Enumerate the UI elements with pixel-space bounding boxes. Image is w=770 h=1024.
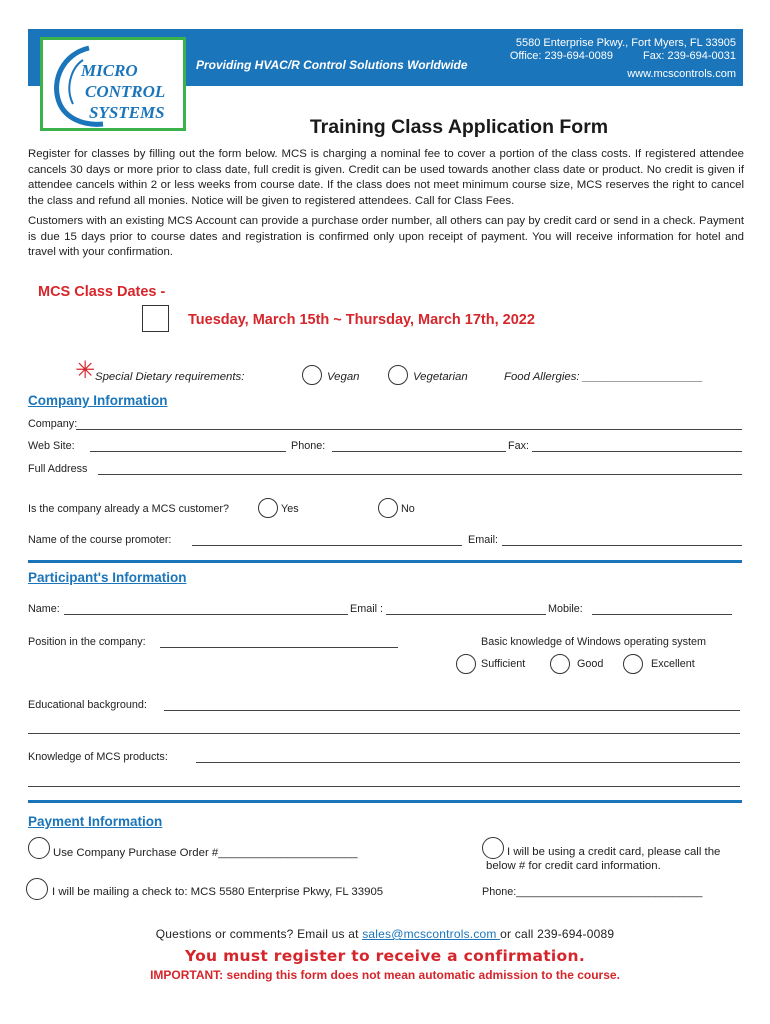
logo-line-2: CONTROL — [85, 82, 166, 101]
education-label: Educational background: — [28, 699, 147, 711]
address-field[interactable] — [98, 474, 742, 475]
credit-card-radio[interactable] — [482, 837, 504, 859]
customer-no-label: No — [401, 503, 415, 515]
participant-email-label: Email : — [350, 603, 383, 615]
payment-section-heading: Payment Information — [28, 814, 163, 829]
payment-phone-field[interactable]: Phone:_______________________________ — [482, 886, 703, 898]
knowledge-field[interactable] — [196, 762, 740, 763]
phone-field[interactable] — [332, 451, 506, 452]
name-field[interactable] — [64, 614, 348, 615]
windows-good-radio[interactable] — [550, 654, 570, 674]
customer-no-radio[interactable] — [378, 498, 398, 518]
po-option: Use Company Purchase Order #______________________ — [53, 847, 358, 859]
windows-sufficient-radio[interactable] — [456, 654, 476, 674]
po-radio[interactable] — [28, 837, 50, 859]
class-dates-heading: MCS Class Dates - — [38, 284, 166, 300]
fax-field[interactable] — [532, 451, 742, 452]
food-allergies-field[interactable]: Food Allergies: ___________________ — [504, 371, 704, 383]
company-field[interactable] — [76, 429, 742, 430]
intro-paragraph: Register for classes by filling out the form below. MCS is charging a nominal fee to cover a portion of the class costs. If registered attendee cancels 30 days or more prior to class date, full credit is given. Credit can be used towards another class date or product. No credit is given if attendee cancels within 2 or less weeks from course date. If the class does not meet minimum course size, MCS reserves the right to cancel the class and refund all monies. Notice will be given to registered attendees. Call for Class Fees. — [28, 148, 744, 207]
questions-suffix: or call 239-694-0089 — [500, 927, 615, 941]
section-divider-2 — [28, 800, 742, 803]
class-date-option: Tuesday, March 15th ~ Thursday, March 17th, 2022 — [188, 312, 535, 328]
address-label: Full Address — [28, 463, 88, 475]
company-section-heading: Company Information — [28, 393, 168, 408]
vegetarian-radio[interactable] — [388, 365, 408, 385]
customer-question: Is the company already a MCS customer? — [28, 503, 230, 515]
name-label: Name: — [28, 603, 60, 615]
windows-excellent-radio[interactable] — [623, 654, 643, 674]
mobile-field[interactable] — [592, 614, 732, 615]
page-title: Training Class Application Form — [309, 116, 609, 138]
customer-yes-label: Yes — [281, 503, 299, 515]
promoter-email-field[interactable] — [502, 545, 742, 546]
credit-card-option-line-1: I will be using a credit card, please call the — [507, 846, 721, 858]
website-link[interactable]: www.mcscontrols.com — [627, 68, 736, 80]
required-star-icon: ✳ — [75, 357, 96, 384]
check-option: I will be mailing a check to: MCS 5580 Enterprise Pkwy, FL 33905 — [52, 886, 384, 898]
vegan-radio[interactable] — [302, 365, 322, 385]
windows-sufficient-label: Sufficient — [481, 658, 526, 670]
fax-label: Fax: — [508, 440, 529, 452]
company-address: 5580 Enterprise Pkwy., Fort Myers, FL 33905 — [515, 37, 736, 49]
tagline: Providing HVAC/R Control Solutions Worldwide — [196, 58, 468, 72]
vegan-label: Vegan — [327, 371, 360, 383]
dietary-label: Special Dietary requirements: — [95, 371, 245, 383]
knowledge-field-line-2[interactable] — [28, 786, 740, 787]
position-field[interactable] — [160, 647, 398, 648]
phone-label: Phone: — [291, 440, 326, 452]
promoter-label: Name of the course promoter: — [28, 534, 172, 546]
important-note: IMPORTANT: sending this form does not mean automatic admission to the course. — [150, 968, 620, 982]
office-phone: Office: 239-694-0089 — [509, 50, 613, 62]
payment-intro-paragraph: Customers with an existing MCS Account can provide a purchase order number, all others can pay by credit card or send in a check. Payment is due 15 days prior to course dates and registration is confirmed only upon receipt of payment. You will receive information for hotel and travel with your confirmation. — [28, 215, 744, 258]
logo-line-3: SYSTEMS — [89, 103, 165, 122]
windows-excellent-label: Excellent — [651, 658, 695, 670]
fax-number: Fax: 239-694-0031 — [643, 50, 736, 62]
website-label: Web Site: — [28, 440, 75, 452]
support-email-link[interactable]: sales@mcscontrols.com — [362, 927, 501, 941]
education-field[interactable] — [164, 710, 740, 711]
vegetarian-label: Vegetarian — [413, 371, 468, 383]
windows-question: Basic knowledge of Windows operating system — [481, 636, 707, 648]
class-date-checkbox[interactable] — [142, 305, 169, 332]
check-radio[interactable] — [26, 878, 48, 900]
questions-note — [0, 927, 770, 941]
education-field-line-2[interactable] — [28, 733, 740, 734]
mcs-logo-mark — [43, 40, 183, 128]
questions-prefix: Questions or comments? Email us at — [155, 927, 363, 941]
company-label: Company: — [28, 418, 78, 430]
participant-email-field[interactable] — [386, 614, 546, 615]
website-field[interactable] — [90, 451, 286, 452]
knowledge-label: Knowledge of MCS products: — [28, 751, 168, 763]
logo-line-1: MICRO — [81, 61, 138, 80]
windows-good-label: Good — [577, 658, 604, 670]
participant-section-heading: Participant's Information — [28, 570, 187, 585]
section-divider — [28, 560, 742, 563]
position-label: Position in the company: — [28, 636, 146, 648]
must-register-note: You must register to receive a confirmation. — [184, 947, 586, 965]
mobile-label: Mobile: — [548, 603, 583, 615]
promoter-email-label: Email: — [468, 534, 498, 546]
credit-card-option-line-2: below # for credit card information. — [486, 860, 661, 872]
promoter-field[interactable] — [192, 545, 462, 546]
customer-yes-radio[interactable] — [258, 498, 278, 518]
